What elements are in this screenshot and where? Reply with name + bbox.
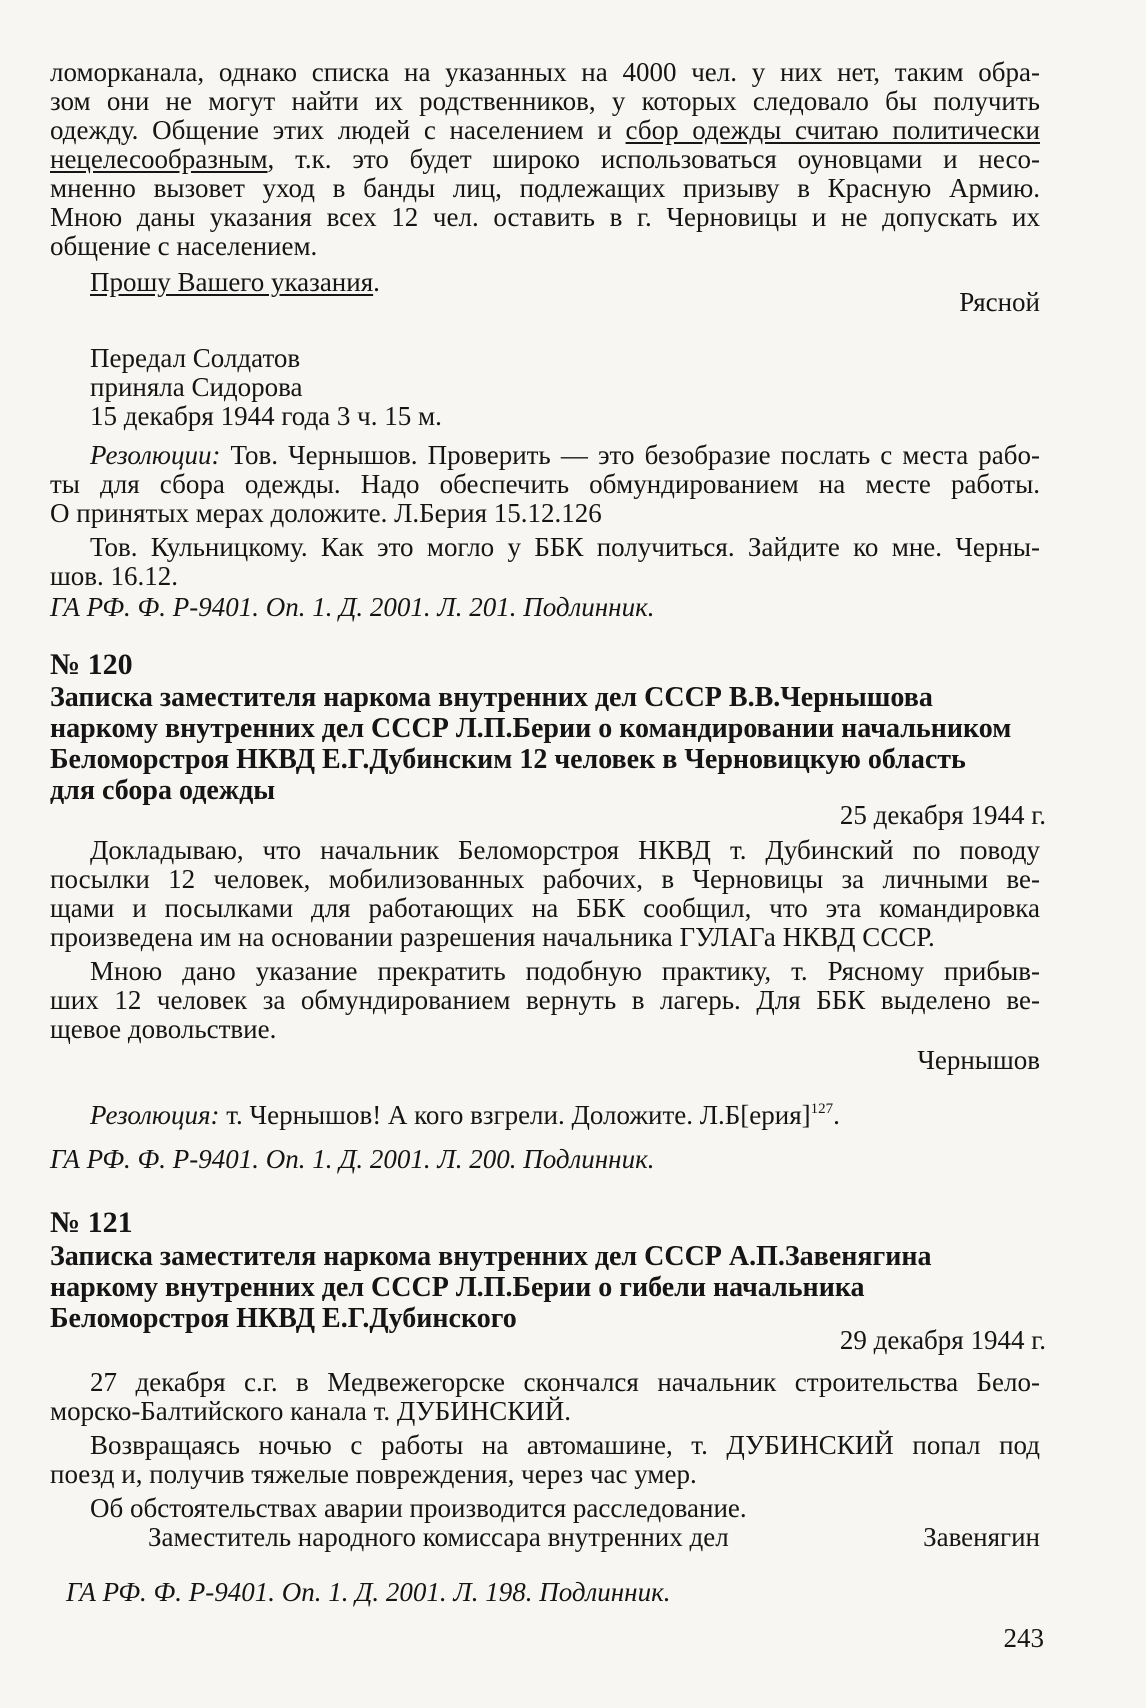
request-line: Прошу Вашего указания. [90, 267, 380, 297]
text-line: приняла Сидорова [90, 372, 303, 402]
text-line: 27 декабря с.г. в Медвежегорске скончался начальник строительства Бело- [90, 1367, 1040, 1397]
text-line: щами и посылками для работающих на ББК сообщил, что эта командировка [50, 893, 1040, 923]
signature-chernyshov: Чернышов [917, 1045, 1040, 1075]
text-line: зом они не могут найти их родственников, у которых следовало бы получить [50, 86, 1040, 116]
resolutions-label: Резолюции: [90, 440, 221, 470]
text-line: Возвращаясь ночью с работы на автомашине, т. ДУБИНСКИЙ попал под [90, 1430, 1040, 1460]
text-line: морско-Балтийского канала т. ДУБИНСКИЙ. [50, 1396, 572, 1426]
text-line: ты для сбора одежды. Надо обеспечить обмундированием на месте работы. [50, 469, 1040, 499]
text-line: ших 12 человек за обмундированием вернуть в лагерь. Для ББК выделено ве- [50, 985, 1040, 1015]
text-line: 15 декабря 1944 года 3 ч. 15 м. [90, 401, 442, 431]
document-title: Записка заместителя наркома внутренних дел СССР А.П.Завенягина наркому внутренних дел СССР Л.П.Берии о гибели начальника Беломорстроя НКВД Е.Г.Дубинского [50, 1241, 932, 1334]
document-number: № 120 [50, 648, 133, 681]
text-line: Тов. Кульницкому. Как это могло у ББК получиться. Зайдите ко мне. Черны- [90, 532, 1040, 562]
text-line: ломорканала, однако списка на указанных на 4000 чел. у них нет, таким обра- [50, 57, 1040, 87]
text-line: Об обстоятельствах аварии производится расследование. [90, 1493, 747, 1523]
resolution-label: Резолюция: [90, 1100, 220, 1130]
document-title: Записка заместителя наркома внутренних дел СССР В.В.Чернышова наркому внутренних дел СССР Л.П.Берии о командировании начальником Беломорстроя НКВД Е.Г.Дубинским 12 человек в Черновицкую область для сбора одежды [50, 682, 1012, 806]
prev-document-body [50, 58, 1040, 261]
underlined-phrase: нецелесообразным [50, 144, 268, 174]
document-date: 25 декабря 1944 г. [839, 800, 1046, 830]
document-body [50, 1368, 1040, 1523]
document-date: 29 декабря 1944 г. [839, 1325, 1046, 1355]
document-body [50, 836, 1040, 1044]
archive-source: ГА РФ. Ф. Р-9401. Оп. 1. Д. 2001. Л. 201. Подлинник. [50, 592, 655, 622]
text-line: Мною даны указания всех 12 чел. оставить в г. Черновицы и не допускать их [50, 202, 1040, 232]
text-line: О принятых мерах доложите. Л.Берия 15.12.126 [50, 498, 602, 528]
text-line: одежду. Общение этих людей с населением и сбор одежды считаю политически [50, 115, 1040, 145]
text-line: Докладываю, что начальник Беломорстроя НКВД т. Дубинский по поводу [90, 835, 1040, 865]
signer-block [50, 1523, 1040, 1552]
text-line: Резолюции: Тов. Чернышов. Проверить — это безобразие послать с места рабо- [90, 440, 1040, 470]
footnote-ref: 127 [810, 1101, 834, 1117]
signer-title: Заместитель народного комиссара внутренних дел [148, 1522, 729, 1552]
text-line: произведена им на основании разрешения начальника ГУЛАГа НКВД СССР. [50, 922, 935, 952]
text-line: Мною дано указание прекратить подобную практику, т. Рясному прибыв- [90, 956, 1040, 986]
resolutions-block [50, 441, 1040, 591]
signature-rjasnoy: Рясной [959, 287, 1040, 317]
text-line: щевое довольствие. [50, 1014, 277, 1044]
text-line: мненно вызовет уход в банды лиц, подлежащих призыву в Красную Армию. [50, 173, 1040, 203]
text-line: посылки 12 человек, мобилизованных рабочих, в Черновицы за личными ве- [50, 864, 1040, 894]
request-text: Прошу Вашего указания [90, 267, 374, 297]
underlined-phrase: сбор одежды считаю политически [625, 115, 1040, 145]
text-line: Передал Солдатов [90, 343, 301, 373]
resolution-block: Резолюция: т. Чернышов! А кого взгрели. Доложите. Л.Б[ерия]$^{127}$. [90, 1100, 840, 1130]
text-line: нецелесообразным, т.к. это будет широко использоваться оуновцами и несо- [50, 144, 1040, 174]
document-number: № 121 [50, 1206, 133, 1239]
archive-source: ГА РФ. Ф. Р-9401. Оп. 1. Д. 2001. Л. 198. Подлинник. [66, 1577, 671, 1607]
page-number: 243 [1003, 1623, 1044, 1653]
text-line: шов. 16.12. [50, 561, 179, 591]
archive-source: ГА РФ. Ф. Р-9401. Оп. 1. Д. 2001. Л. 200. Подлинник. [50, 1144, 655, 1174]
text-line: общение с населением. [50, 231, 318, 261]
text-line: поезд и, получив тяжелые повреждения, через час умер. [50, 1459, 697, 1489]
transmission-note [50, 344, 1040, 431]
signer-name: Завенягин [923, 1522, 1040, 1552]
